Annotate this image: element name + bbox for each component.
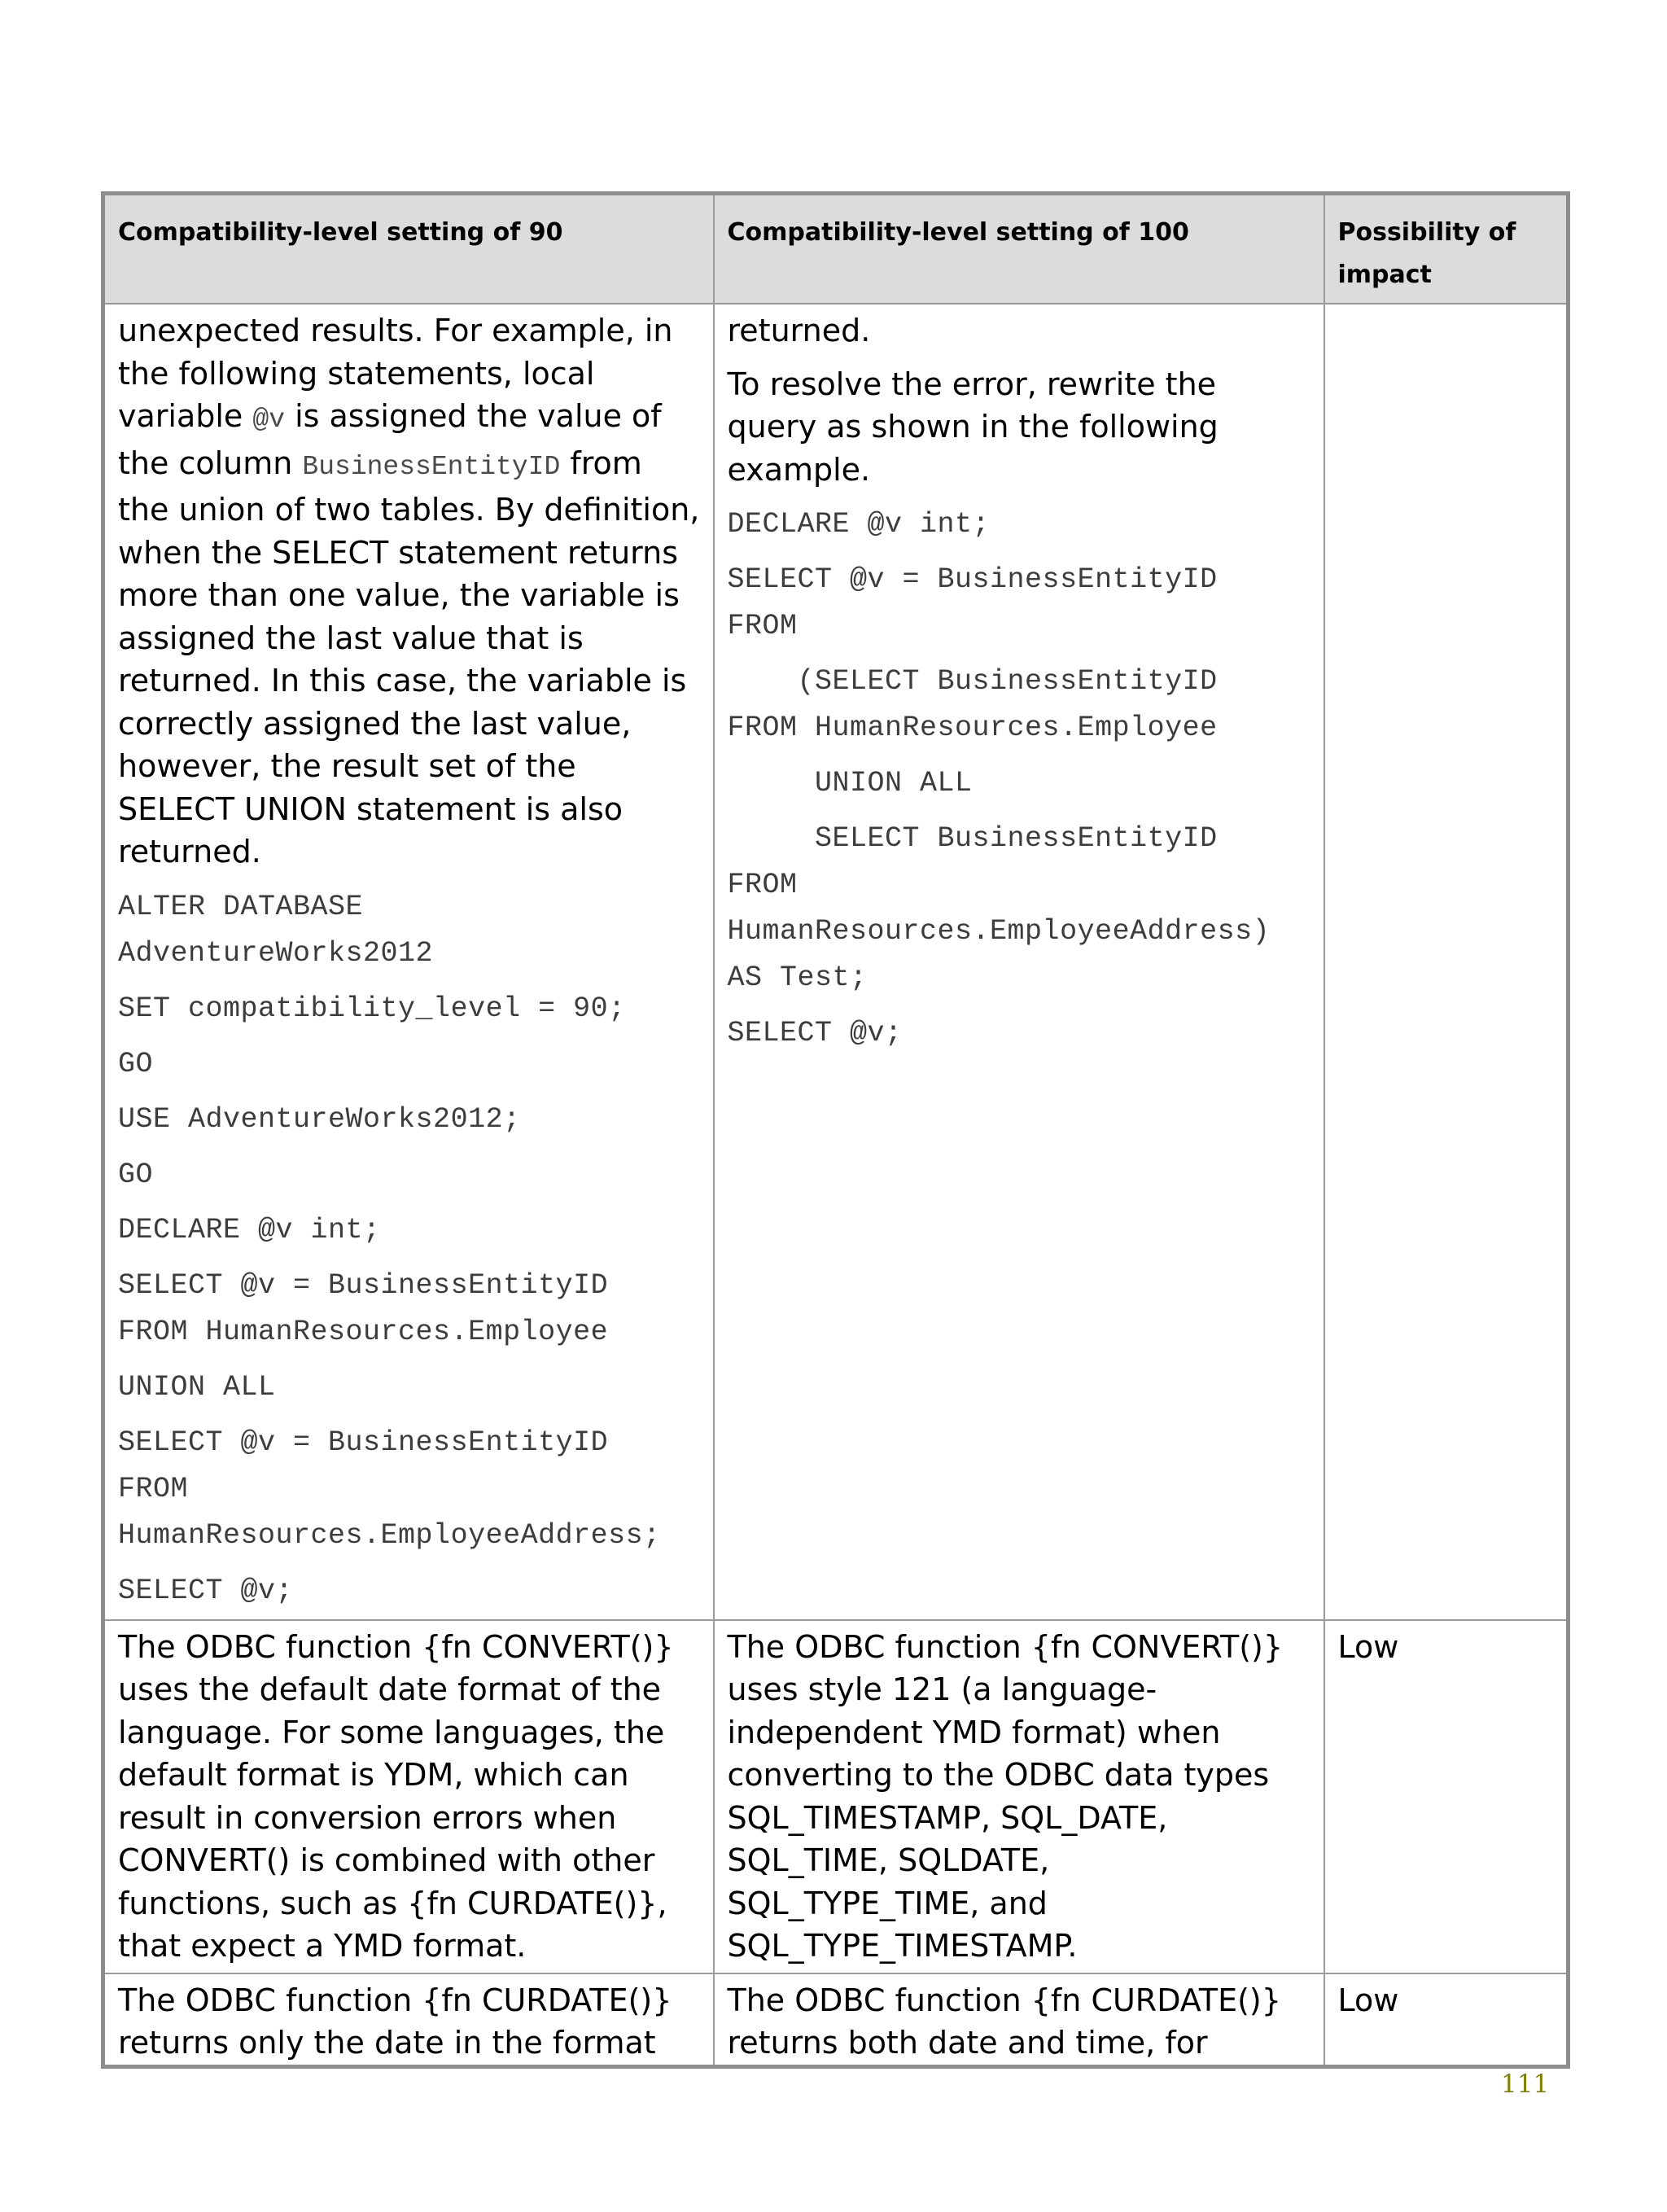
inline-code: BusinessEntityID (302, 451, 561, 482)
paragraph: The ODBC function {fn CONVERT()} uses style 121 (a language-independent YMD format) when converting to the ODBC data types SQL_TIMESTAMP, SQL_DATE, SQL_TIME, SQLDATE, SQL_TYPE_TIME, and SQL_TYPE_TIMESTAMP. (727, 1628, 1284, 1964)
paragraph (118, 309, 700, 874)
code-line: SELECT @v; (118, 1574, 294, 1607)
page-number: 111 (1501, 2070, 1550, 2099)
text-span: is assigned the value of the column (118, 398, 662, 481)
code-line: SELECT @v = BusinessEntityID FROM (727, 563, 1218, 642)
code-line: ALTER DATABASE AdventureWorks2012 (118, 890, 434, 970)
paragraph: The ODBC function {fn CURDATE()} returns both date and time, for (727, 1982, 1281, 2061)
impact-value: Low (1337, 1628, 1399, 1665)
cell-level-100 (714, 1973, 1324, 2067)
code-line: GO (118, 1158, 154, 1191)
impact-value: Low (1337, 1982, 1399, 2018)
cell-level-100 (714, 1620, 1324, 1973)
code-line: SELECT BusinessEntityID FROM HumanResources.EmployeeAddress) AS Test; (727, 822, 1271, 994)
cell-impact (1324, 304, 1569, 1620)
code-line: GO (118, 1047, 154, 1080)
paragraph: returned. (727, 313, 871, 348)
paragraph: The ODBC function {fn CURDATE()} returns only the date in the format (118, 1982, 672, 2061)
header-row (103, 194, 1569, 304)
code-line: SELECT @v; (727, 1017, 903, 1049)
code-line: UNION ALL (727, 767, 973, 799)
paragraph: The ODBC function {fn CONVERT()} uses the default date format of the language. For some languages, the default format is YDM, which can result in conversion errors when CONVERT() is combined with other functions, such as {fn CURDATE()}, that expect a YMD format. (118, 1628, 674, 1964)
cell-level-90 (103, 304, 714, 1620)
cell-impact (1324, 1973, 1569, 2067)
code-line: SELECT @v = BusinessEntityID FROM HumanResources.EmployeeAddress; (118, 1426, 661, 1552)
code-line: SET compatibility_level = 90; (118, 992, 626, 1025)
compatibility-table (101, 191, 1570, 2069)
code-line: (SELECT BusinessEntityID FROM HumanResources.Employee (727, 665, 1218, 744)
header-impact: Possibility of impact (1324, 194, 1569, 304)
code-line: DECLARE @v int; (727, 508, 991, 541)
table-row (103, 1620, 1569, 1973)
cell-level-90 (103, 1973, 714, 2067)
header-level-100: Compatibility-level setting of 100 (714, 194, 1324, 304)
code-line: USE AdventureWorks2012; (118, 1102, 521, 1136)
header-level-90: Compatibility-level setting of 90 (103, 194, 714, 304)
code-line: DECLARE @v int; (118, 1213, 381, 1246)
cell-level-90 (103, 1620, 714, 1973)
inline-code: @v (252, 405, 285, 435)
table-row (103, 304, 1569, 1620)
paragraph: To resolve the error, rewrite the query as shown in the following example. (727, 366, 1219, 488)
code-line: SELECT @v = BusinessEntityID FROM HumanResources.Employee (118, 1268, 609, 1348)
cell-impact (1324, 1620, 1569, 1973)
code-line: UNION ALL (118, 1370, 276, 1404)
cell-level-100 (714, 304, 1324, 1620)
text-span: unexpected results. For example, in the following statements, local variable (118, 313, 673, 434)
table-row (103, 1973, 1569, 2067)
text-span: from the union of two tables. By definition, when the SELECT statement returns more than one value, the variable is assigned the last value that is returned. In this case, the variable is correctly assigned the last value, however, the result set of the SELECT UNION statement is also returned. (118, 445, 700, 869)
